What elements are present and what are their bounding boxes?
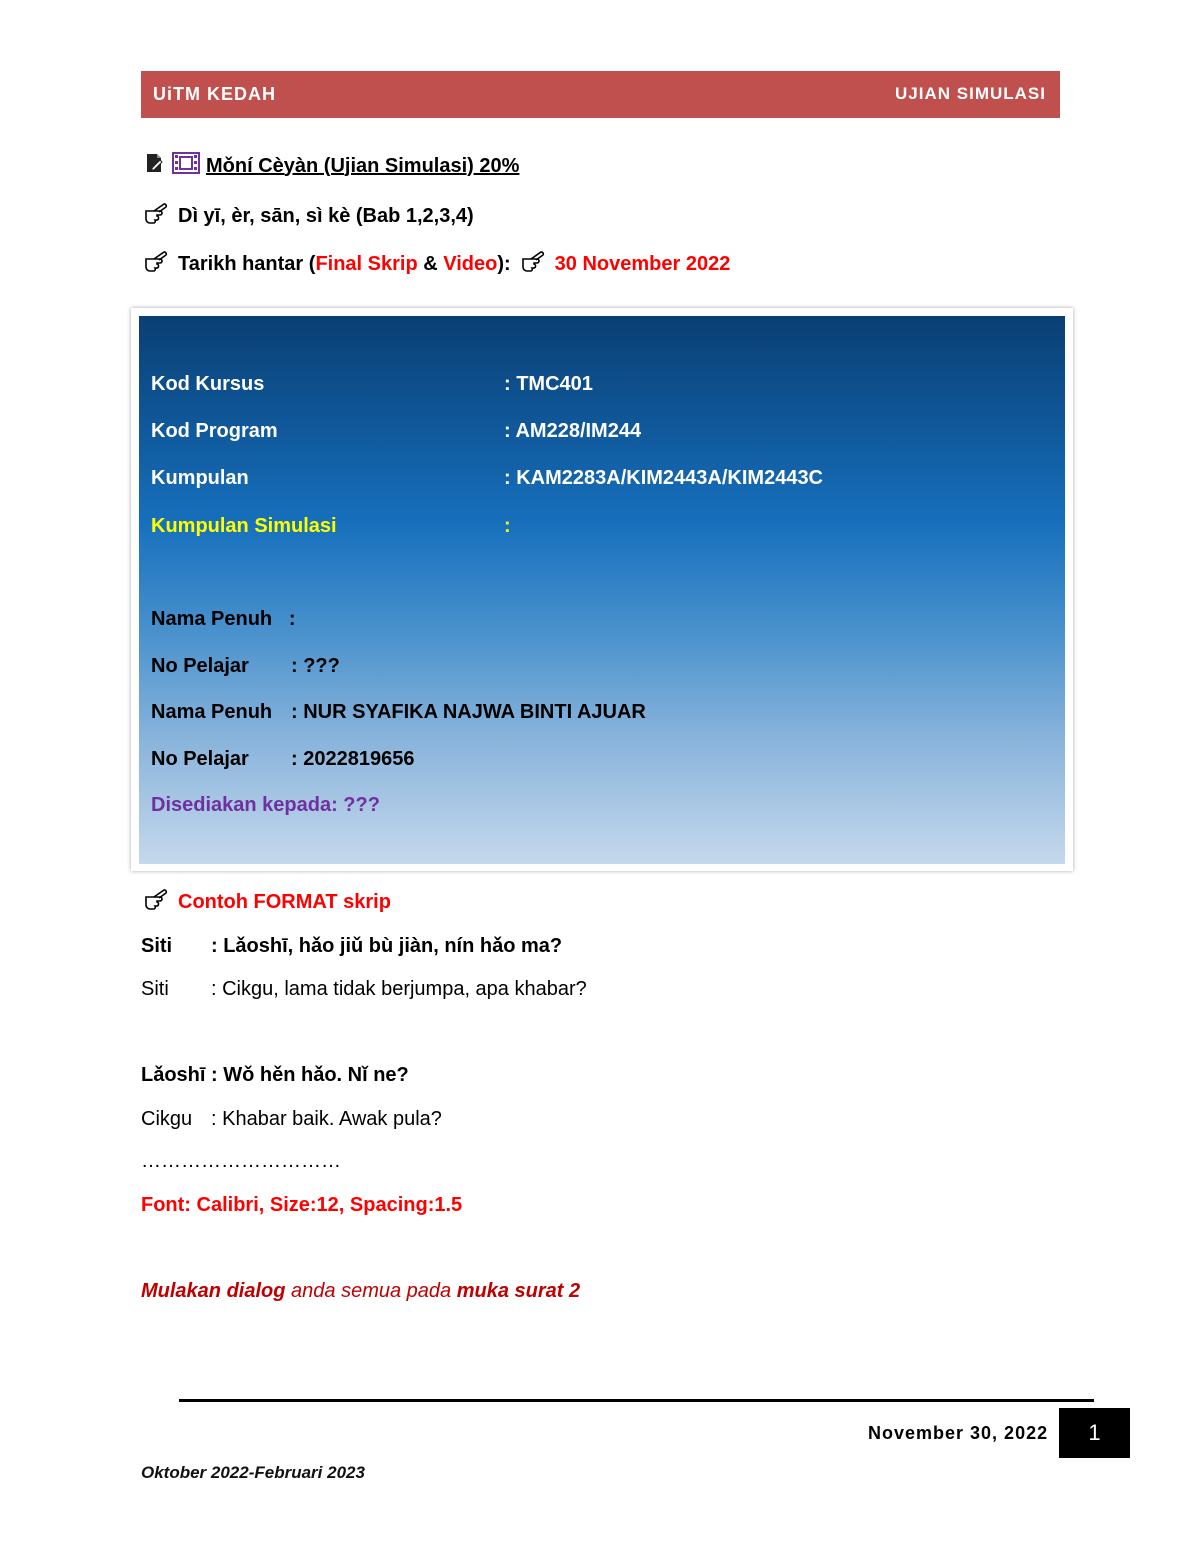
script-line bbox=[141, 935, 562, 958]
kod-kursus-value: : TMC401 bbox=[504, 373, 593, 395]
nama-penuh-2-value: : NUR SYAFIKA NAJWA BINTI AJUAR bbox=[291, 701, 646, 723]
edit-document-icon bbox=[144, 152, 166, 180]
kod-program-label: Kod Program bbox=[151, 420, 278, 442]
font-note: Font: Calibri, Size:12, Spacing:1.5 bbox=[141, 1194, 463, 1216]
script-speaker: Siti bbox=[141, 978, 169, 1000]
deadline-line bbox=[144, 249, 730, 279]
script-line bbox=[141, 1064, 409, 1087]
kod-kursus-label: Kod Kursus bbox=[151, 373, 265, 395]
header-bar bbox=[141, 71, 1060, 118]
title-text: Mǒní Cèyàn (Ujian Simulasi) 20% bbox=[206, 154, 520, 177]
script-speaker: Lǎoshī bbox=[141, 1064, 206, 1086]
no-pelajar-2-label: No Pelajar bbox=[151, 748, 249, 770]
page-number: 1 bbox=[1059, 1408, 1130, 1458]
chapter-text: Dì yī, èr, sān, sì kè (Bab 1,2,3,4) bbox=[178, 204, 474, 227]
no-pelajar-2-value: : 2022819656 bbox=[291, 748, 415, 770]
deadline-suffix: ): bbox=[497, 252, 511, 275]
kumpulan-simulasi-label: Kumpulan Simulasi bbox=[151, 515, 337, 537]
pointing-hand-icon bbox=[521, 249, 549, 279]
script-text: : Wǒ hěn hǎo. Nǐ ne? bbox=[211, 1064, 409, 1086]
footer-semester: Oktober 2022-Februari 2023 bbox=[141, 1463, 365, 1482]
script-speaker: Siti bbox=[141, 935, 173, 957]
footer-divider bbox=[179, 1399, 1094, 1402]
format-heading-line bbox=[144, 887, 391, 917]
script-speaker: Cikgu bbox=[141, 1108, 193, 1130]
deadline-date: 30 November 2022 bbox=[554, 252, 731, 275]
deadline-amp: & bbox=[417, 252, 444, 275]
no-pelajar-1-value: : ??? bbox=[291, 655, 340, 677]
nama-penuh-1: Nama Penuh : bbox=[151, 608, 296, 630]
title-line bbox=[144, 152, 519, 180]
footer-date: November 30, 2022 bbox=[868, 1423, 1049, 1443]
script-text: : Cikgu, lama tidak berjumpa, apa khabar? bbox=[211, 978, 587, 1000]
info-box-gradient bbox=[139, 316, 1065, 864]
dots-line: ………………………… bbox=[141, 1150, 341, 1172]
film-icon bbox=[172, 152, 200, 180]
nama-penuh-2-label: Nama Penuh bbox=[151, 701, 273, 723]
script-line bbox=[141, 1108, 442, 1131]
start-note-part1: Mulakan dialog bbox=[141, 1280, 286, 1302]
no-pelajar-1-label: No Pelajar bbox=[151, 655, 249, 677]
header-left-text: UiTM KEDAH bbox=[153, 84, 276, 104]
header-right-text: UJIAN SIMULASI bbox=[895, 84, 1046, 103]
format-heading: Contoh FORMAT skrip bbox=[178, 890, 391, 913]
pointing-hand-icon bbox=[144, 887, 172, 917]
kumpulan-simulasi-value: : bbox=[504, 515, 511, 537]
script-line bbox=[141, 978, 587, 1001]
script-text: : Lǎoshī, hǎo jiǔ bù jiàn, nín hǎo ma? bbox=[211, 935, 563, 957]
deadline-prefix: Tarikh hantar ( bbox=[178, 252, 316, 275]
deadline-final-skrip: Final Skrip bbox=[315, 252, 418, 275]
start-note bbox=[141, 1280, 580, 1303]
script-text: : Khabar baik. Awak pula? bbox=[211, 1108, 442, 1130]
pointing-hand-icon bbox=[144, 201, 172, 231]
start-note-part2: anda semua pada bbox=[285, 1280, 457, 1302]
disediakan-text: Disediakan kepada: ??? bbox=[151, 794, 380, 816]
kod-program-value: : AM228/IM244 bbox=[504, 420, 642, 442]
deadline-video: Video bbox=[443, 252, 498, 275]
kumpulan-label: Kumpulan bbox=[151, 467, 249, 489]
kumpulan-value: : KAM2283A/KIM2443A/KIM2443C bbox=[504, 467, 824, 489]
pointing-hand-icon bbox=[144, 249, 172, 279]
start-note-part3: muka surat 2 bbox=[456, 1280, 581, 1302]
chapter-line bbox=[144, 201, 474, 231]
info-box bbox=[131, 308, 1073, 871]
